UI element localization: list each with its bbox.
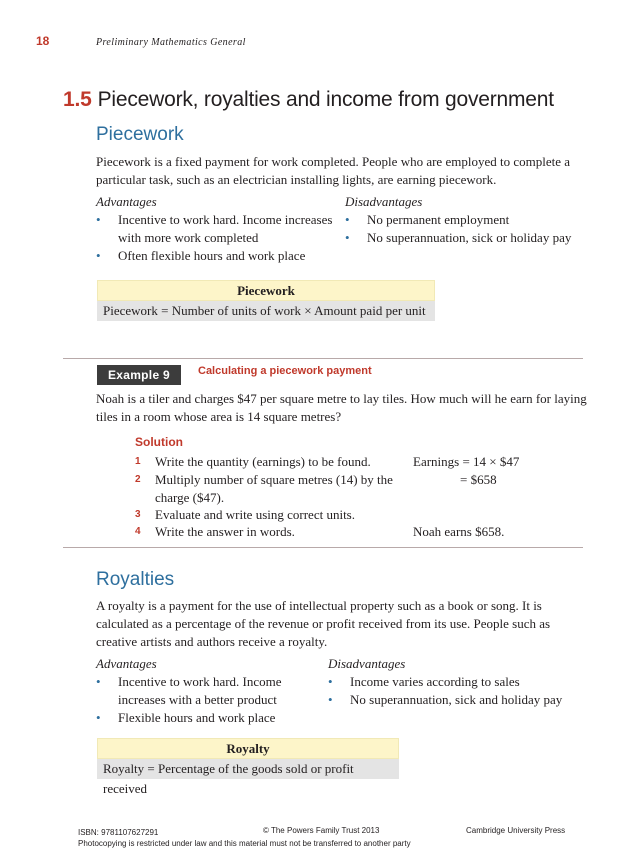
royalties-disadvantages: [328, 655, 598, 709]
working-line-1: Earnings = 14 × $47: [413, 454, 520, 469]
royalties-advantages: [96, 655, 326, 727]
solution-step: 2 Multiply number of square metres (14) by the charge ($47).: [135, 472, 393, 505]
example-top-rule: [63, 358, 583, 359]
list-item: • Often flexible hours and work place: [96, 247, 341, 265]
footer-publisher: Cambridge University Press: [466, 826, 566, 835]
paragraph-line: Noah is a tiler and charges $47 per square metre to lay tiles. How much will he earn for laying: [96, 391, 587, 406]
section-title: [63, 88, 554, 112]
example-title: Calculating a piecework payment: [198, 365, 372, 377]
list-item: • Flexible hours and work place: [96, 709, 326, 727]
solution-step: 3 Evaluate and write using correct units.: [135, 507, 355, 522]
advantages-heading: Advantages: [96, 656, 157, 671]
formula-box-title: Piecework: [97, 280, 435, 301]
list-item: • Income varies according to sales: [328, 673, 598, 691]
royalty-formula-box: [97, 738, 399, 796]
paragraph-line: A royalty is a payment for the use of intellectual property such as a book or song. It is: [96, 598, 542, 613]
list-item: • No superannuation, sick or holiday pay: [345, 229, 595, 247]
example-bottom-rule: [63, 547, 583, 548]
footer-copyright: © The Powers Family Trust 2013: [263, 826, 380, 835]
royalties-paragraph: [96, 597, 550, 651]
working-answer: Noah earns $658.: [413, 524, 505, 539]
section-number: 1.5: [63, 88, 92, 111]
disadvantages-heading: Disadvantages: [328, 656, 406, 671]
solution-heading: Solution: [135, 435, 183, 449]
list-item: • Incentive to work hard. Income increases with more work completed: [96, 211, 341, 247]
formula-box-title: Royalty: [97, 738, 399, 759]
page-number: 18: [36, 34, 50, 48]
solution-step: 1 Write the quantity (earnings) to be found.: [135, 454, 371, 469]
formula-box-body: Royalty = Percentage of the goods sold or profit received: [97, 759, 399, 779]
running-title: Preliminary Mathematics General: [96, 37, 246, 48]
working-line-2: = $658: [460, 472, 497, 487]
paragraph-line: Piecework is a fixed payment for work completed. People who are employed to complete a: [96, 154, 570, 169]
footer-notice: Photocopying is restricted under law and this material must not be transferred to another party: [78, 839, 411, 848]
list-item: • Incentive to work hard. Income increases with a better product: [96, 673, 326, 709]
piecework-paragraph: [96, 153, 570, 189]
solution-step: 4 Write the answer in words.: [135, 524, 295, 539]
piecework-disadvantages: [345, 193, 595, 247]
section-title-text: Piecework, royalties and income from government: [97, 88, 554, 111]
list-item: • No superannuation, sick and holiday pay: [328, 691, 598, 709]
footer-isbn: ISBN: 9781107627291: [78, 828, 159, 837]
example-label: Example 9: [97, 365, 181, 385]
paragraph-line: particular task, such as an electrician installing lights, are earning piecework.: [96, 172, 497, 187]
paragraph-line: creative artists and authors receive a royalty.: [96, 634, 328, 649]
paragraph-line: calculated as a percentage of the revenue or profit received from its use. People such as: [96, 616, 551, 631]
list-item: • No permanent employment: [345, 211, 595, 229]
advantages-heading: Advantages: [96, 194, 157, 209]
piecework-advantages: [96, 193, 341, 265]
example-question: [96, 390, 587, 426]
royalties-heading: Royalties: [96, 569, 175, 590]
formula-box-body: Piecework = Number of units of work × Amount paid per unit: [97, 301, 435, 321]
disadvantages-heading: Disadvantages: [345, 194, 423, 209]
piecework-heading: Piecework: [96, 124, 184, 145]
paragraph-line: tiles in a room whose area is 14 square metres?: [96, 409, 342, 424]
piecework-formula-box: [97, 280, 435, 321]
